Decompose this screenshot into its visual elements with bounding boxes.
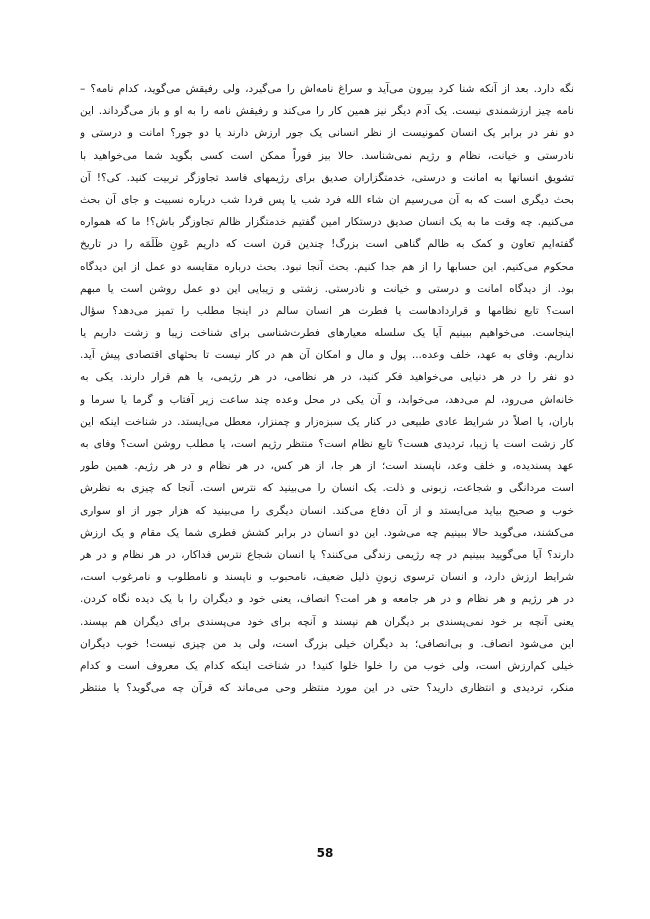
text-line: نادرستی و خیانت، نظام و رژیم نمی‌شناسد. حالا بیز فوراً ممکن است کسی بگوید شما می‌خواهید با [80, 149, 574, 162]
text-line: این می‌شود انصاف. و بی‌انصافی؛ بد دیگران خیلی بزرگ است، ولی بد من چیزی نیست! خوب دیگران [80, 637, 574, 650]
text-line: گفته‌ایم تعاون و کمک به ظالم گناهی است بزرگ! چندین قرن است که داریم عَونِ ظَلَمَه را در تاریخ [80, 238, 574, 251]
text-line: می‌کنیم. چه وقت ما به یک انسان صدیق درستکار امین گفتیم خدمتگزار ظالم تجاوزگر باش؟! ما که همواره [80, 216, 574, 229]
text-line: دارند؟ آیا می‌گویید ببینیم در چه رژیمی زندگی می‌کنند؟ یا انسان شجاع نترس فداکار، در هر نظام و در هر [80, 548, 574, 561]
text-line: نداریم. وفای به عهد، خلف وعده... پول و مال و امکان آن هم در کار نیست تا بحثهای اقتصادی پیش آید. [80, 349, 574, 362]
text-line: باران، یا اصلاً در شرایط عادی طبیعی در کنار یک سبزه‌زار و چمنزار، معطل می‌ایستد. در شناخت اینکه این [80, 415, 574, 428]
text-line: نامه چیز ارزشمندی نیست. یک آدم دیگر نیز همین کار را می‌کند و رفیقش نامه را به او و باز می‌گرداند. این [80, 105, 574, 118]
text-line: دو نفر در برابر یک انسان کمونیست از نظر انسانی یک جور ارزش دارند یا دو جور؟ امانت و درستی و [80, 127, 574, 140]
text-line: بحث دیگری است که به آن می‌رسیم ان شاء الله فرد شب یا پس فردا شب درباره نسبیت و جای آن بحث [80, 193, 574, 206]
text-line: منکر، تردیدی و انتظاری دارید؟ حتی در این مورد منتظر وحی می‌ماند که قرآن چه می‌گوید؟ یا منتظر [80, 682, 574, 695]
text-line: دو نفر را در هر دنیایی می‌خواهید فکر کنید، در هر نظامی، در هر رژیمی، یا هم قرار دارند. یکی به [80, 371, 574, 384]
text-line: در هر رژیم و هر نظام و در هر جامعه و هر امت؟ انصاف، یعنی خود و دیگران را با یک دیده نگاه کردن. [80, 593, 574, 606]
text-line: یعنی آنچه بر خود نمی‌پسندی بر دیگران هم نپسند و آنچه برای خود می‌پسندی برای دیگران هم بپسند. [80, 615, 574, 628]
text-line: شرایط ارزش دارد، و انسان ترسوی زبونِ ذلیل ضعیف، نامحبوب و ناپسند و نامطلوب و نامرغوب است، [80, 571, 574, 584]
text-line: نگه دارد. بعد از آنکه شنا کرد بیرون می‌آید و سراغ نامه‌اش را می‌گیرد، ولی رفیقش می‌گوید، کدام نامه؟ – [80, 83, 574, 95]
text-line: عهد پسندیده، و خلف وعد، ناپسند است؛ از هر جا، از هر کس، در هر نظام و در هر رژیم. همین طور [80, 460, 574, 473]
text-line: خوب و صحیح بیاید می‌ایستد و از آن دفاع می‌کند. انسان دیگری را می‌بینید که هزار جور از او سواری [80, 504, 574, 517]
text-line: می‌کشند، می‌گوید حالا ببینیم چه می‌شود. این دو انسان در برابر کشش فطری شما یک مقام و یک ارزش [80, 526, 574, 539]
page-body [80, 78, 574, 699]
text-line: بود. از دیدگاه امانت و درستی و خیانت و نادرستی. زشتی و زیبایی این دو عمل روشن است یا مبهم [80, 282, 574, 295]
text-line: کار زشت است یا زیبا، تردیدی هست؟ تابع نظام است؟ منتظر رژیم است، یا مطلب روشن است؟ وفای به [80, 438, 574, 450]
text-line: محکوم می‌کنیم. این حسابها را از هم جدا کنیم. بحث آنجا نبود. بحث درباره مقایسه دو عمل از این دیدگاه [80, 260, 574, 273]
text-line: است؟ تابع نظامها و قراردادهاست یا فطرت هر انسان سالم در اینجا مطلب را تمیز می‌دهد؟ سؤال [80, 304, 574, 317]
text-line: تشویق انسانها به امانت و درستی، خدمتگزاران صدیق برای رژیمهای فاسد تجاوزگر تربیت کنید. کی؟! آن [80, 171, 574, 184]
page-number: 58 [316, 846, 334, 860]
text-line: خانه‌اش می‌رود، لم می‌دهد، می‌خوابد، و آن یکی در محل وعده چند ساعت زیر آفتاب و گرما یا سرما و [80, 393, 574, 406]
text-line: خیلی کم‌ارزش است، ولی خوب من را خلوا خلوا کنید! در شناخت اینکه کدام یک معروف است و کدام [80, 659, 574, 672]
text-line: اینجاست. می‌خواهیم ببینیم آیا یک سلسله معیارهای فطرت‌شناسی برای شناخت زیبا و زشت داریم یا [80, 327, 574, 340]
text-line: است مردانگی و شجاعت، زبونی و ذلت. یک انسان را می‌بینید که نترس است. آنجا که چیزی به نظرش [80, 482, 574, 495]
